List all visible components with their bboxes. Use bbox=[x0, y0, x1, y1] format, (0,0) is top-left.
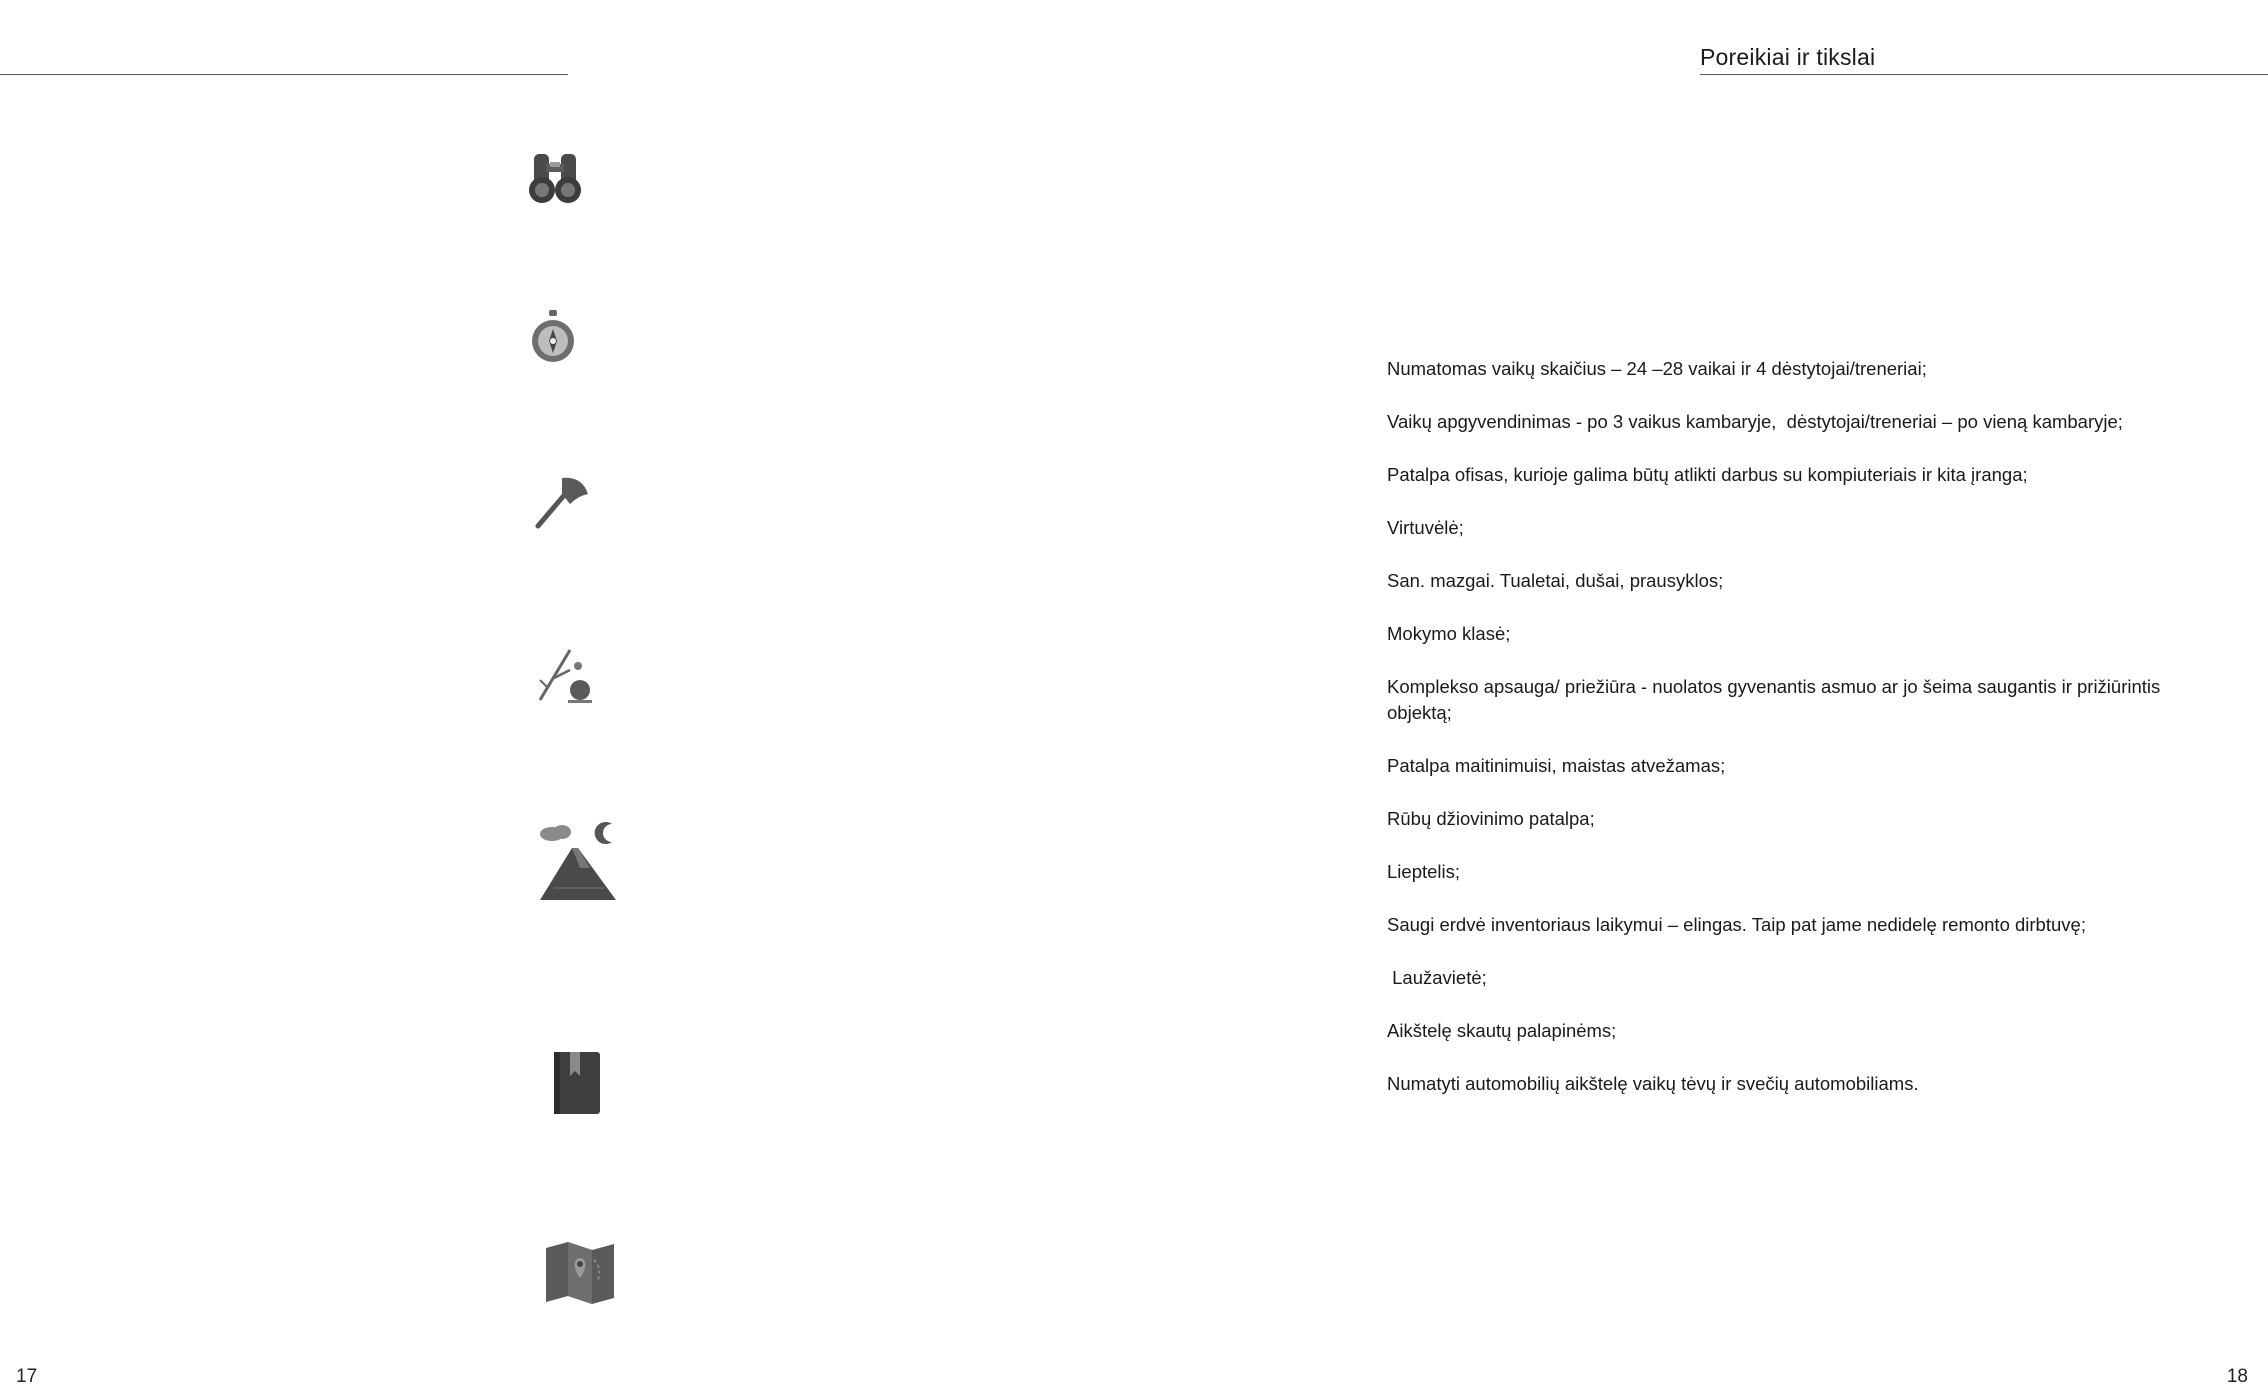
list-item: Laužavietė; bbox=[1387, 967, 1487, 988]
page-number-left: 17 bbox=[16, 1366, 38, 1387]
book-icon bbox=[552, 1050, 602, 1116]
list-item: Numatyti automobilių aikštelę vaikų tėvų ir svečių automobiliams. bbox=[1387, 1073, 1919, 1094]
section-title: Poreikiai ir tikslai bbox=[1700, 44, 1876, 70]
list-item: Saugi erdvė inventoriaus laikymui – elingas. Taip pat jame nedidelę remonto dirbtuvę; bbox=[1387, 914, 2086, 935]
list-item: Vaikų apgyvendinimas - po 3 vaikus kambaryje, dėstytojai/treneriai – po vieną kambaryje; bbox=[1387, 411, 2123, 432]
list-item: San. mazgai. Tualetai, dušai, prausyklos; bbox=[1387, 570, 1724, 591]
map-icon bbox=[544, 1240, 616, 1306]
compass-icon bbox=[530, 310, 576, 364]
list-item: Numatomas vaikų skaičius – 24 –28 vaikai ir 4 dėstytojai/treneriai; bbox=[1387, 358, 1927, 379]
list-item: Aikštelę skautų palapinėms; bbox=[1387, 1020, 1617, 1041]
list-item: Virtuvėlė; bbox=[1387, 517, 1464, 538]
header-rule-right bbox=[1700, 74, 2268, 75]
campfire-icon bbox=[536, 644, 596, 704]
list-item: Lieptelis; bbox=[1387, 861, 1461, 882]
list-item: Mokymo klasė; bbox=[1387, 623, 1511, 644]
list-item: Patalpa ofisas, kurioje galima būtų atlikti darbus su kompiuteriais ir kita įranga; bbox=[1387, 464, 2028, 485]
header-rule-left bbox=[0, 74, 568, 75]
tent-icon bbox=[534, 822, 618, 902]
needs-list bbox=[1387, 356, 2187, 1124]
list-item: Patalpa maitinimuisi, maistas atvežamas; bbox=[1387, 755, 1726, 776]
list-item: Rūbų džiovinimo patalpa; bbox=[1387, 808, 1595, 829]
page-number-right: 18 bbox=[2226, 1366, 2248, 1387]
list-item: Komplekso apsauga/ priežiūra - nuolatos gyvenantis asmuo ar jo šeima saugantis ir prižiūrintis objektą; bbox=[1387, 676, 2166, 723]
axe-icon bbox=[532, 474, 590, 532]
binoculars-icon bbox=[528, 150, 582, 206]
